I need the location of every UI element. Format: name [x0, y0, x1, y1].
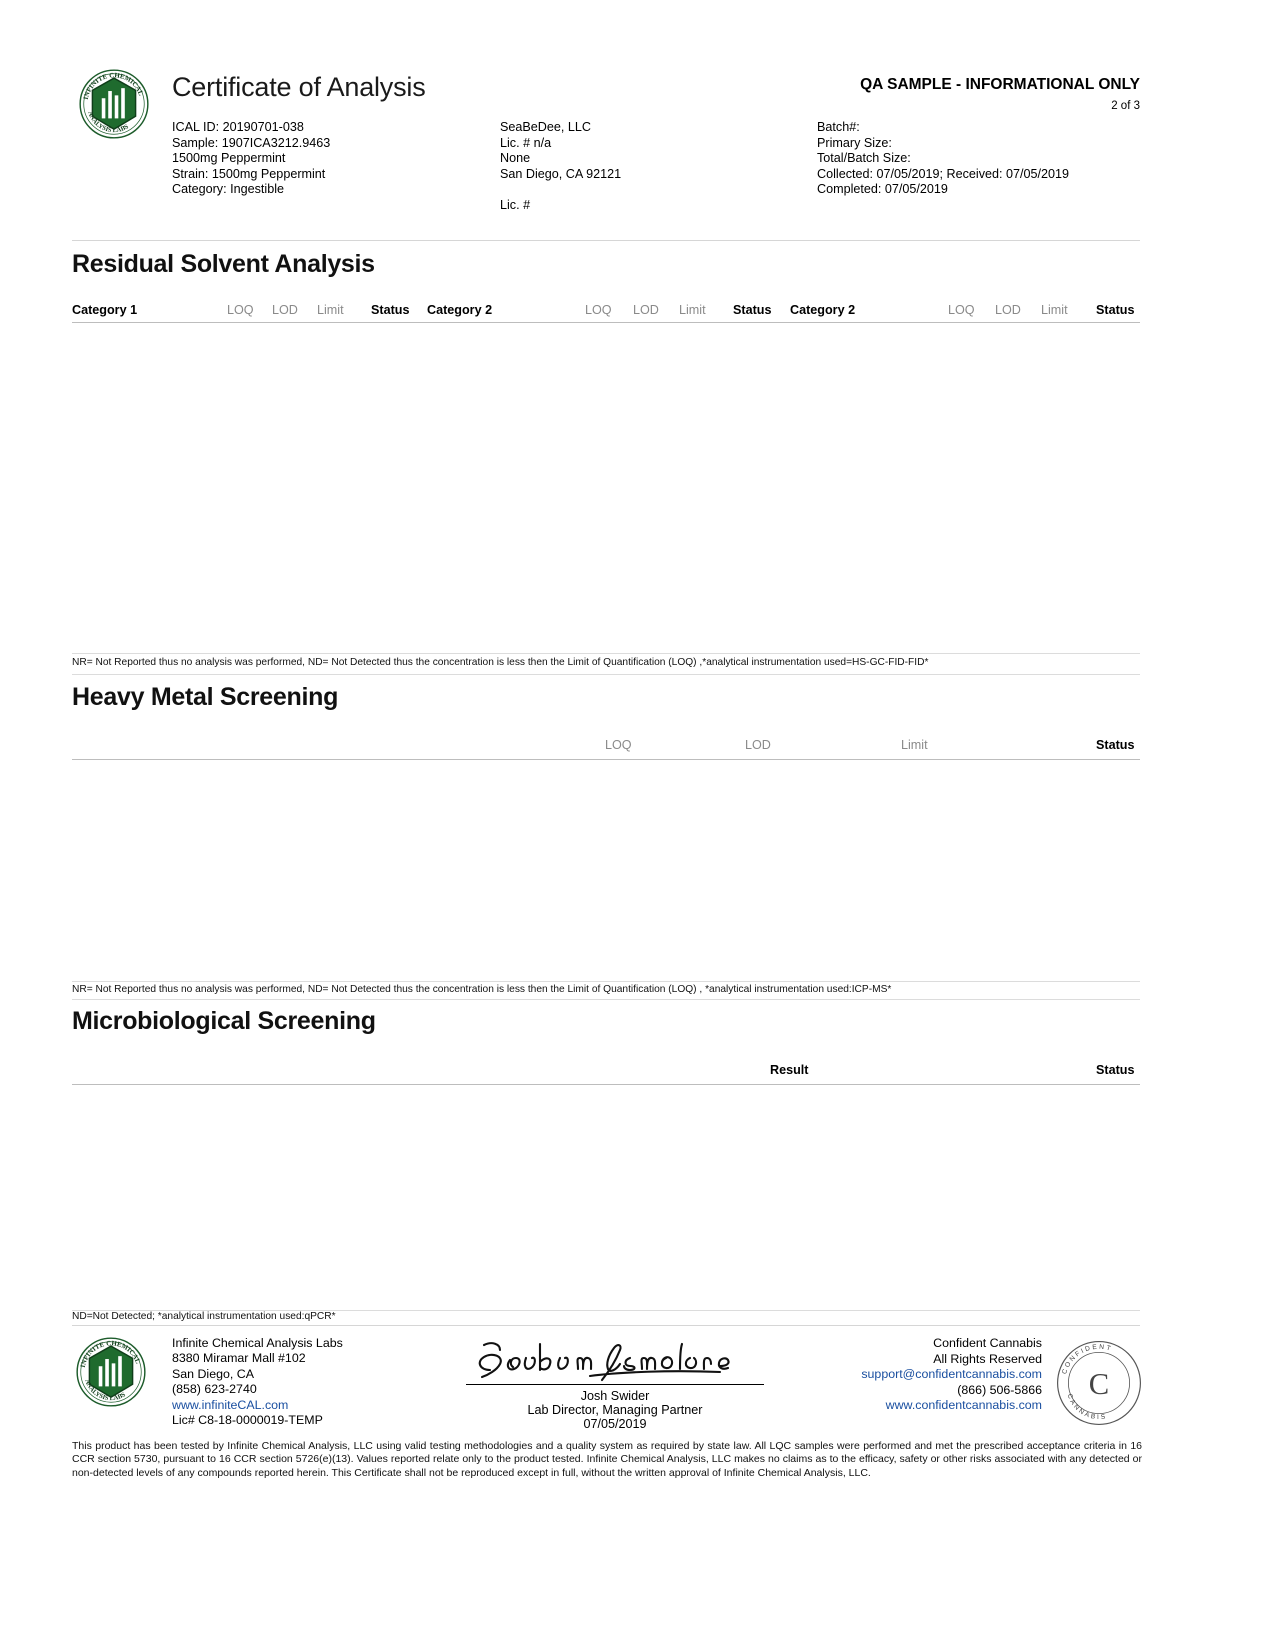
- svg-text:CANNABIS: CANNABIS: [1065, 1392, 1108, 1422]
- svg-text:INFINITE CHEMICAL: INFINITE CHEMICAL: [82, 72, 145, 101]
- lab-license: Lic# C8-18-0000019-TEMP: [172, 1413, 323, 1428]
- lab-city: San Diego, CA: [172, 1366, 254, 1381]
- meta-column-sample: [172, 120, 492, 198]
- meta-category: Category: Ingestible: [172, 182, 285, 197]
- meta-total-batch-size: Total/Batch Size:: [817, 151, 911, 166]
- heavy-metal-footnote-rule: [72, 999, 1140, 1000]
- footer-divider: [72, 1325, 1140, 1326]
- qa-sample-note: QA SAMPLE - INFORMATIONAL ONLY: [860, 76, 1140, 93]
- residual-solvent-table-header: [72, 303, 1140, 319]
- svg-text:INFINITE CHEMICAL: INFINITE CHEMICAL: [79, 1340, 142, 1369]
- rs-col1-status: Status: [371, 303, 410, 317]
- rs-col-category1: Category 1: [72, 303, 138, 317]
- residual-solvent-footer-rule: [72, 653, 1140, 654]
- lab-phone: (858) 623-2740: [172, 1382, 257, 1397]
- svg-text:CONFIDENT: CONFIDENT: [1061, 1343, 1114, 1376]
- rs-col3-loq: LOQ: [948, 303, 975, 317]
- cc-rights: All Rights Reserved: [933, 1351, 1042, 1366]
- cc-website-link[interactable]: www.confidentcannabis.com: [885, 1398, 1042, 1413]
- rs-col2-lod: LOD: [633, 303, 659, 317]
- cc-name: Confident Cannabis: [933, 1336, 1042, 1350]
- hm-col-lod: LOD: [745, 738, 771, 752]
- section-title-residual-solvent: Residual Solvent Analysis: [72, 250, 375, 278]
- cc-phone: (866) 506-5866: [957, 1382, 1042, 1397]
- rs-col3-status: Status: [1096, 303, 1135, 317]
- sample-metadata: [72, 120, 1140, 230]
- meta-client-license: Lic. # n/a: [500, 135, 552, 150]
- hm-col-status: Status: [1096, 738, 1135, 752]
- micro-col-result: Result: [770, 1063, 809, 1077]
- svg-text:ANALYSIS LABS: ANALYSIS LABS: [83, 1378, 127, 1403]
- signature-block: [465, 1336, 765, 1431]
- svg-text:ANALYSIS LABS: ANALYSIS LABS: [86, 110, 130, 135]
- signer-name: Josh Swider: [580, 1389, 650, 1403]
- meta-primary-size: Primary Size:: [817, 135, 892, 150]
- rs-col3-limit: Limit: [1041, 303, 1068, 317]
- heavy-metal-header-rule: [72, 759, 1140, 760]
- rs-col-category2b: Category 2: [790, 303, 856, 317]
- meta-strain: Strain: 1500mg Peppermint: [172, 166, 326, 181]
- micro-col-status: Status: [1096, 1063, 1135, 1077]
- rs-col1-lod: LOD: [272, 303, 298, 317]
- heavy-metal-table-header: [72, 738, 1140, 754]
- confident-cannabis-seal-icon: [1054, 1338, 1144, 1428]
- rs-col-category2a: Category 2: [427, 303, 493, 317]
- signature-date: 07/05/2019: [583, 1417, 647, 1431]
- legal-disclaimer: This product has been tested by Infinite Chemical Analysis, LLC using valid testing methodologies and a quality system as required by state law. All LQC samples were performed and met the prescribed acceptance criteria in 16 CCR section 5730, pursuant to 16 CCR section 5726(e)(13). Values reported relate only to the product tested. Infinite Chemical Analysis, LLC makes no claims as to the efficacy, safety or other risks associated with any detected or non-detected levels of any compounds reported herein. This Certificate shall not be reproduced except in full, without the written approval of Infinite Chemical Analysis, LLC.: [72, 1440, 1142, 1479]
- rs-col2-loq: LOQ: [585, 303, 612, 317]
- section-title-heavy-metal: Heavy Metal Screening: [72, 683, 339, 711]
- residual-solvent-footnote-rule: [72, 674, 1140, 675]
- meta-client-name: SeaBeDee, LLC: [500, 120, 592, 134]
- rs-col1-loq: LOQ: [227, 303, 254, 317]
- meta-client-address1: None: [500, 151, 531, 166]
- page-title: Certificate of Analysis: [172, 72, 426, 102]
- meta-client-license2: Lic. #: [500, 197, 531, 212]
- meta-ical-id: ICAL ID: 20190701-038: [172, 120, 304, 134]
- hm-col-limit: Limit: [901, 738, 928, 752]
- signer-role: Lab Director, Managing Partner: [527, 1403, 703, 1417]
- meta-column-client: [500, 120, 810, 214]
- meta-client-address2: San Diego, CA 92121: [500, 166, 622, 181]
- confident-cannabis-block: [780, 1336, 1042, 1414]
- header-divider: [72, 240, 1140, 241]
- signature-rule: [466, 1384, 764, 1385]
- residual-solvent-header-rule: [72, 322, 1140, 323]
- residual-solvent-footnote: NR= Not Reported thus no analysis was performed, ND= Not Detected thus the concentration is less then the Limit of Quantification (LOQ) ,*analytical instrumentation used=HS-GC-FID-FID*: [72, 657, 929, 668]
- meta-batch: Batch#:: [817, 120, 860, 134]
- microbiological-header-rule: [72, 1084, 1140, 1085]
- lab-street: 8380 Miramar Mall #102: [172, 1351, 306, 1366]
- signature-image: [465, 1336, 765, 1382]
- meta-product: 1500mg Peppermint: [172, 151, 286, 166]
- lab-website-link[interactable]: www.infiniteCAL.com: [172, 1397, 289, 1412]
- cc-email-link[interactable]: support@confidentcannabis.com: [861, 1367, 1042, 1382]
- microbiological-table-header: [72, 1063, 1140, 1079]
- lab-name: Infinite Chemical Analysis Labs: [172, 1336, 343, 1350]
- page-count: 2 of 3: [1111, 100, 1140, 112]
- microbiological-footnote: ND=Not Detected; *analytical instrumentation used:qPCR*: [72, 1311, 336, 1322]
- meta-column-batch: [817, 120, 1147, 198]
- section-title-microbiological: Microbiological Screening: [72, 1007, 376, 1035]
- rs-col2-limit: Limit: [679, 303, 706, 317]
- meta-sample: Sample: 1907ICA3212.9463: [172, 135, 331, 150]
- rs-col3-lod: LOD: [995, 303, 1021, 317]
- meta-completed: Completed: 07/05/2019: [817, 182, 948, 197]
- lab-logo-footer-icon: [72, 1336, 150, 1408]
- lab-address-block: [172, 1336, 343, 1428]
- hm-col-loq: LOQ: [605, 738, 632, 752]
- heavy-metal-footer-rule: [72, 981, 1140, 982]
- svg-text:C: C: [1088, 1366, 1110, 1401]
- heavy-metal-footnote: NR= Not Reported thus no analysis was performed, ND= Not Detected thus the concentration is less then the Limit of Quantification (LOQ) , *analytical instrumentation used:ICP-MS*: [72, 984, 892, 995]
- rs-col2-status: Status: [733, 303, 772, 317]
- meta-collected-received: Collected: 07/05/2019; Received: 07/05/2019: [817, 166, 1070, 181]
- rs-col1-limit: Limit: [317, 303, 344, 317]
